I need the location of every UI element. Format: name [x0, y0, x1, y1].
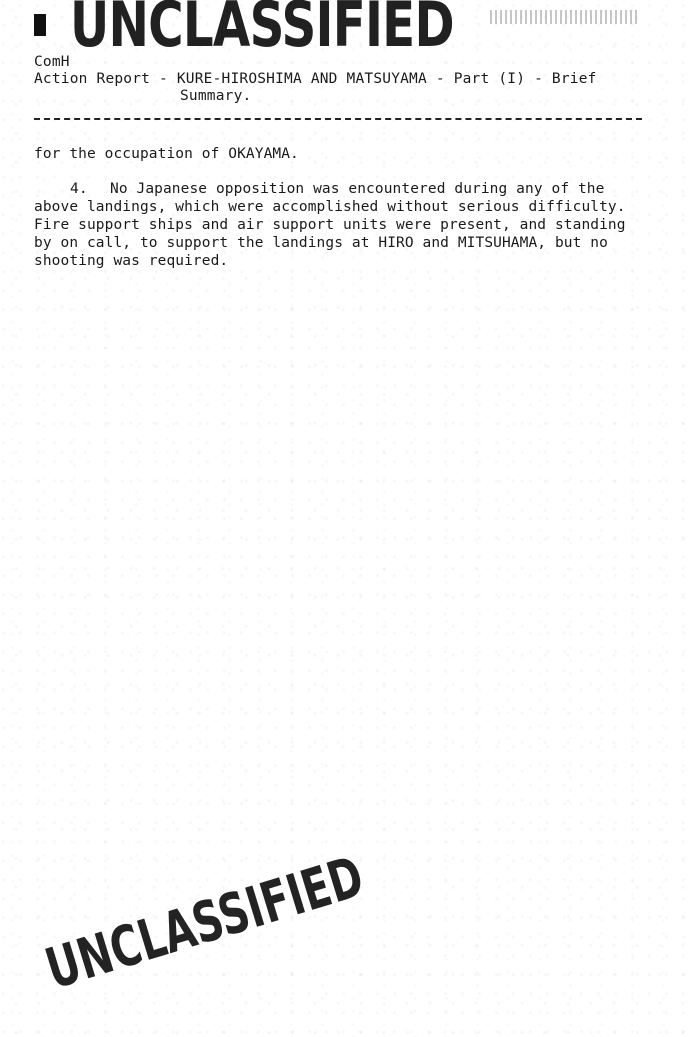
header-originator: ComH: [34, 54, 70, 70]
paragraph-4-line-1-text: No Japanese opposition was encountered during any of the: [110, 181, 605, 197]
paragraph-4-line-4: by on call, to support the landings at HIRO and MITSUHAMA, but no: [34, 235, 608, 251]
paragraph-4-line-1: [34, 180, 654, 198]
paragraph-4-line-5: shooting was required.: [34, 253, 229, 269]
paragraph-4-line-2: above landings, which were accomplished without serious difficulty.: [34, 199, 626, 215]
unclassified-stamp-top: UNCLASSIFIED: [70, 0, 454, 61]
dashed-divider: [34, 118, 642, 120]
paragraph-number: 4.: [70, 181, 88, 197]
paragraph-4: [34, 180, 654, 270]
document-header: [34, 54, 654, 105]
paragraph-4-line-3: Fire support ships and air support units were present, and standing: [34, 217, 626, 233]
ink-mark: [34, 14, 46, 36]
header-subject-continued: Summary.: [180, 88, 252, 104]
occupation-line: for the occupation of OKAYAMA.: [34, 146, 299, 162]
ink-smudge: [490, 10, 640, 24]
header-subject: Action Report - KURE-HIROSHIMA AND MATSUYAMA - Part (I) - Brief: [34, 71, 597, 87]
unclassified-stamp-bottom: UNCLASSIFIED: [38, 844, 372, 1003]
